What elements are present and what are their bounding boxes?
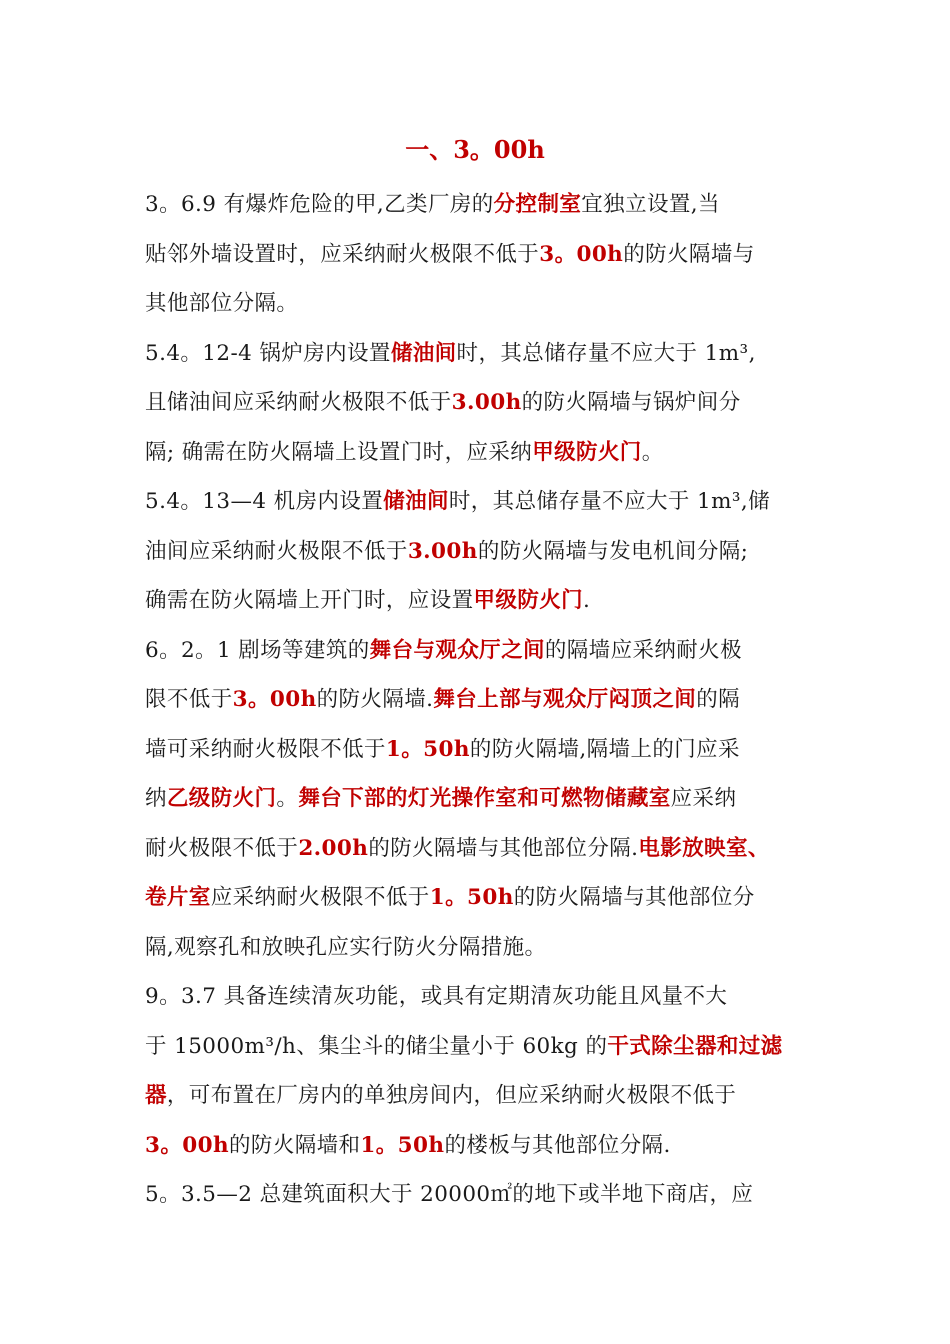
highlighted-term: 3.00h	[407, 538, 478, 564]
text-run: 5。3.5—2 总建筑面积大于 20000㎡的地下或半地下商店，应	[145, 1182, 754, 1207]
text-run: 。	[276, 786, 299, 811]
text-run: 应采纳耐火极限不低于	[210, 885, 430, 910]
text-line	[145, 626, 810, 676]
text-line	[145, 477, 810, 527]
text-line	[145, 1121, 810, 1171]
text-run: 应采纳	[670, 786, 737, 811]
text-run: 隔,观察孔和放映孔应实行防火分隔措施。	[145, 934, 547, 960]
text-line	[145, 230, 810, 280]
text-line	[145, 1071, 810, 1121]
highlighted-term: 舞台上部与观众厅闷顶之间	[433, 687, 697, 712]
text-run: 隔; 确需在防火隔墙上设置门时，应采纳	[145, 439, 533, 465]
text-line	[145, 824, 810, 874]
highlighted-term: 3.00h	[451, 390, 522, 415]
text-run: 限不低于	[145, 687, 233, 712]
text-run: 6。2。1 剧场等建筑的	[145, 637, 370, 663]
text-run: 墙可采纳耐火极限不低于	[145, 736, 386, 762]
text-line	[145, 527, 810, 577]
text-run: 于 15000m³/h、集尘斗的储尘量小于 60kg 的	[145, 1033, 608, 1059]
text-run: 耐火极限不低于	[145, 835, 299, 861]
text-run: 的防火隔墙与发电机间分隔;	[477, 538, 749, 564]
text-run: 9。3.7 具备连续清灰功能，或具有定期清灰功能且风量不大	[145, 984, 728, 1009]
text-run: 纳	[145, 786, 167, 811]
text-line	[145, 329, 810, 379]
text-run: 的隔	[696, 687, 740, 712]
text-run: ，可布置在厂房内的单独房间内，但应采纳耐火极限不低于	[166, 1083, 737, 1108]
highlighted-term: 储油间	[383, 489, 449, 514]
highlighted-term: 舞台下部的灯光操作室和可燃物储藏室	[298, 786, 671, 811]
highlighted-term: 1。50h	[360, 1132, 445, 1158]
text-run: 5.4。12-4 锅炉房内设置	[145, 340, 391, 366]
highlighted-term: 器	[145, 1083, 167, 1108]
highlighted-term: 干式除尘器和过滤	[607, 1033, 783, 1059]
highlighted-term: 乙级防火门	[166, 786, 277, 811]
text-run: 的防火隔墙.	[316, 687, 434, 712]
text-run: 贴邻外墙设置时，应采纳耐火极限不低于	[145, 241, 540, 267]
text-line	[145, 180, 810, 230]
text-run: 的隔墙应采纳耐火极	[544, 637, 742, 663]
text-run: 的防火隔墙和	[229, 1132, 361, 1158]
text-run: 油间应采纳耐火极限不低于	[145, 538, 408, 564]
text-run: 的防火隔墙与锅炉间分	[521, 390, 741, 415]
text-line	[145, 576, 810, 626]
highlighted-term: 3。00h	[145, 1132, 230, 1158]
highlighted-term: 舞台与观众厅之间	[369, 637, 545, 663]
text-run: 时，其总储存量不应大于 1m³,储	[448, 489, 771, 514]
highlighted-term: 2.00h	[298, 835, 369, 861]
highlighted-term: 电影放映室、	[638, 835, 770, 861]
document-body	[145, 180, 810, 1220]
text-line	[145, 428, 810, 478]
text-run: .	[583, 588, 591, 613]
text-run: 3。6.9 有爆炸危险的甲,乙类厂房的	[145, 192, 494, 217]
text-run: 的防火隔墙与	[623, 241, 755, 267]
highlighted-term: 甲级防火门	[473, 588, 584, 613]
highlighted-term: 甲级防火门	[532, 439, 642, 465]
text-run: 且储油间应采纳耐火极限不低于	[145, 390, 452, 415]
highlighted-term: 3。00h	[539, 241, 624, 267]
text-line	[145, 1022, 810, 1072]
highlighted-term: 储油间	[390, 340, 457, 366]
highlighted-term: 分控制室	[493, 192, 582, 217]
text-line	[145, 774, 810, 824]
text-run: 时，其总储存量不应大于 1m³,	[456, 340, 756, 366]
text-run: 。	[641, 439, 664, 465]
text-run: 的防火隔墙与其他部位分隔.	[368, 835, 639, 861]
highlighted-term: 卷片室	[145, 885, 211, 910]
text-run: 5.4。13—4 机房内设置	[145, 489, 384, 514]
text-line	[145, 725, 810, 775]
text-line	[145, 1170, 810, 1220]
highlighted-term: 1。50h	[385, 736, 470, 762]
text-line	[145, 378, 810, 428]
text-run: 的防火隔墙与其他部位分	[513, 885, 755, 910]
text-line	[145, 279, 810, 329]
text-run: 其他部位分隔。	[145, 291, 299, 316]
text-run: 确需在防火隔墙上开门时，应设置	[145, 588, 474, 613]
text-run: 宜独立设置,当	[581, 192, 720, 217]
text-line	[145, 972, 810, 1022]
text-run: 的防火隔墙,隔墙上的门应采	[469, 736, 740, 762]
section-title: 一、3。00h	[405, 135, 545, 164]
text-run: 的楼板与其他部位分隔.	[444, 1132, 671, 1158]
text-line	[145, 923, 810, 973]
text-line	[145, 873, 810, 923]
highlighted-term: 1。50h	[429, 885, 514, 910]
text-line	[145, 675, 810, 725]
highlighted-term: 3。00h	[232, 687, 317, 712]
